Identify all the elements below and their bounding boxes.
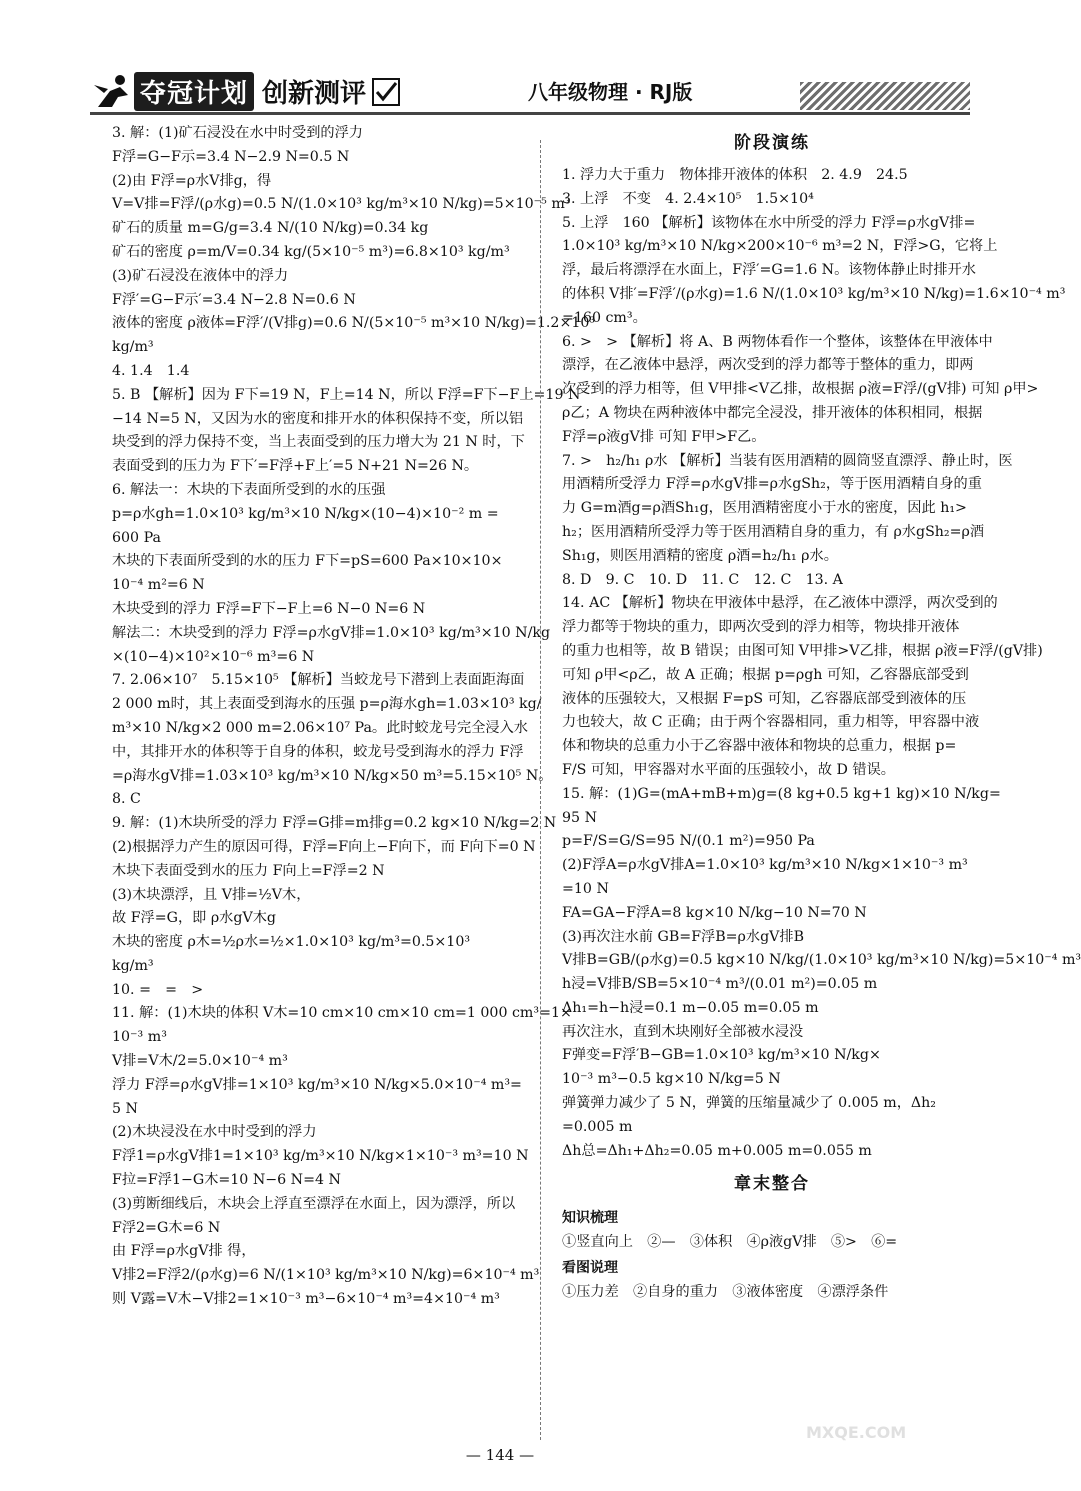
answer-line: F浮=G−F示=3.4 N−2.9 N=0.5 N — [112, 148, 350, 165]
answer-line: 3. 上浮 不变 4. 2.4×10⁵ 1.5×10⁴ — [562, 190, 814, 207]
answer-line: F浮=ρ液gV排 可知 F甲>F乙。 — [562, 428, 766, 445]
answer-line: 9. 解：(1)木块所受的浮力 F浮=G排=m排g=0.2 kg×10 N/kg=2 N — [112, 815, 557, 832]
answer-line: h浸=V排B/SB=5×10⁻⁴ m³/(0.01 m²)=0.05 m — [562, 976, 878, 993]
answer-line: 10⁻³ m³ — [112, 1029, 167, 1046]
subsection-knowledge: 知识梳理 — [562, 1210, 618, 1227]
answer-line: 用酒精所受浮力 F浮=ρ水gV排=ρ水gSh₂，等于医用酒精自身的重 — [562, 476, 982, 493]
answer-line: 力也较大，故 C 正确；由于两个容器相同，重力相等，甲容器中液 — [562, 714, 980, 731]
answer-line: 6. > > 【解析】将 A、B 两物体看作一个整体，该整体在甲液体中 — [562, 333, 993, 350]
answer-line: 2 000 m时，其上表面受到海水的压强 p=ρ海水gh=1.03×10³ kg/ — [112, 696, 542, 713]
answer-line: F浮1=ρ水gV排1=1×10³ kg/m³×10 N/kg×1×10⁻³ m³=10 N — [112, 1148, 529, 1165]
answer-line: 矿石的密度 ρ=m/V=0.34 kg/(5×10⁻⁵ m³)=6.8×10³ kg/m³ — [112, 243, 510, 260]
brand-subtitle: 创新测评 — [262, 79, 367, 109]
answer-line: 10⁻⁴ m²=6 N — [112, 577, 205, 594]
answer-line: F弹变=F浮′B−GB=1.0×10³ kg/m³×10 N/kg× — [562, 1047, 881, 1064]
answer-line: (2)由 F浮=ρ水V排g，得 — [112, 172, 272, 189]
answer-line: 体和物块的总重力小于乙容器中液体和物块的总重力，根据 p= — [562, 738, 957, 755]
answer-line: Δh₁=h−h浸=0.1 m−0.05 m=0.05 m — [562, 999, 819, 1016]
answer-line: 5 N — [112, 1100, 138, 1117]
answer-line: 中，其排开水的体积等于自身的体积，蛟龙号受到海水的浮力 F浮 — [112, 743, 524, 760]
answer-line: 14. AC 【解析】物块在甲液体中悬浮，在乙液体中漂浮，两次受到的 — [562, 595, 998, 612]
answer-line: =0.005 m — [562, 1118, 633, 1135]
answer-line: 次受到的浮力相等，但 V甲排<V乙排，故根据 ρ液=F浮/(gV排) 可知 ρ甲> — [562, 381, 1039, 398]
page-header — [0, 0, 1000, 118]
knowledge-answers: ①竖直向上 ②— ③体积 ④ρ液gV排 ⑤> ⑥= — [562, 1234, 898, 1251]
answer-line: ×(10−4)×10²×10⁻⁶ m³=6 N — [112, 648, 315, 665]
answer-line: =10 N — [562, 880, 609, 897]
answer-line: 木块的密度 ρ木=½ρ水=½×1.0×10³ kg/m³=0.5×10³ — [112, 934, 471, 951]
answer-line: 表面受到的压力为 F下′=F浮+F上′=5 N+21 N=26 N。 — [112, 458, 479, 475]
answer-line: 漂浮，在乙液体中悬浮，两次受到的浮力都等于整体的重力，即两 — [562, 357, 974, 374]
grade-label: 八年级物理 · RJ版 — [528, 80, 693, 104]
answer-line: F/S 可知，甲容器对水平面的压强较小，故 D 错误。 — [562, 761, 895, 778]
answer-line: 液体的压强较大，又根据 F=pS 可知，乙容器底部受到液体的压 — [562, 690, 967, 707]
answer-line: 则 V露=V木−V排2=1×10⁻³ m³−6×10⁻⁴ m³=4×10⁻⁴ m³ — [112, 1291, 500, 1308]
runner-icon — [90, 73, 134, 111]
subsection-picture: 看图说理 — [562, 1260, 618, 1277]
answer-line: 浮力 F浮=ρ水gV排=1×10³ kg/m³×10 N/kg×5.0×10⁻⁴ m³= — [112, 1076, 522, 1093]
answer-line: 7. 2.06×10⁷ 5.15×10⁵ 【解析】当蛟龙号下潜到上表面距海面 — [112, 672, 525, 689]
answer-line: 木块受到的浮力 F浮=F下−F上=6 N−0 N=6 N — [112, 600, 426, 617]
answer-line: p=ρ水gh=1.0×10³ kg/m³×10 N/kg×(10−4)×10⁻² m = — [112, 505, 499, 522]
answer-line: 11. 解：(1)木块的体积 V木=10 cm×10 cm×10 cm=1 000 cm³=1× — [112, 1005, 572, 1022]
answer-line: 弹簧弹力减少了 5 N，弹簧的压缩量减少了 0.005 m，Δh₂ — [562, 1095, 936, 1112]
answer-line: p=F/S=G/S=95 N/(0.1 m²)=950 Pa — [562, 833, 815, 850]
answer-line: (2)木块浸没在水中时受到的浮力 — [112, 1124, 317, 1141]
answer-line: 10⁻³ m³−0.5 kg×10 N/kg=5 N — [562, 1071, 781, 1088]
section-title-chapter-summary: 章末整合 — [734, 1174, 810, 1195]
check-icon — [372, 78, 400, 106]
brand-name: 夺冠计划 — [134, 72, 254, 111]
answer-line: (3)矿石浸没在液体中的浮力 — [112, 267, 289, 284]
brand-logo — [90, 72, 400, 111]
answer-line: =ρ海水gV排=1.03×10³ kg/m³×10 N/kg×50 m³=5.15×10⁵ N。 — [112, 767, 553, 784]
answer-line: F浮2=G木=6 N — [112, 1219, 221, 1236]
answer-line: 6. 解法一：木块的下表面所受到的水的压强 — [112, 481, 386, 498]
answer-line: 7. > h₂/h₁ ρ水 【解析】当装有医用酒精的圆筒竖直漂浮、静止时，医 — [562, 452, 1013, 469]
header-hatch-decoration — [800, 82, 970, 110]
answer-line: 块受到的浮力保持不变，当上表面受到的压力增大为 21 N 时，下 — [112, 434, 525, 451]
answer-line: 力 G=m酒g=ρ酒Sh₁g，医用酒精密度小于水的密度，因此 h₁> — [562, 500, 967, 517]
answer-line: =160 cm³。 — [562, 309, 647, 326]
right-column — [562, 122, 1081, 1305]
answer-line: (3)剪断细线后，木块会上浮直至漂浮在水面上，因为漂浮，所以 — [112, 1195, 516, 1212]
answer-line: ρ乙；A 物块在两种液体中都完全浸没，排开液体的体积相同，根据 — [562, 404, 983, 421]
answer-line: Δh总=Δh₁+Δh₂=0.05 m+0.005 m=0.055 m — [562, 1142, 872, 1159]
answer-line: 由 F浮=ρ水gV排 得， — [112, 1243, 256, 1260]
answer-line: 解法二：木块受到的浮力 F浮=ρ水gV排=1.0×10³ kg/m³×10 N/kg — [112, 624, 551, 641]
answer-line: (2)F浮A=ρ水gV排A=1.0×10³ kg/m³×10 N/kg×1×10⁻³ m³ — [562, 857, 968, 874]
answer-line: 木块下表面受到水的压力 F向上=F浮=2 N — [112, 862, 385, 879]
answer-line: 95 N — [562, 809, 597, 826]
answer-line: V排B=GB/(ρ水g)=0.5 kg×10 N/kg/(1.0×10³ kg/m³×10 N/kg)=5×10⁻⁴ m³ — [562, 952, 1081, 969]
answer-line: 浮，最后将漂浮在水面上，F浮′=G=1.6 N。该物体静止时排开水 — [562, 262, 976, 279]
watermark-text: MXQE.COM — [806, 1423, 907, 1442]
answer-line: F拉=F浮1−G木=10 N−6 N=4 N — [112, 1172, 341, 1189]
answer-line: Sh₁g，则医用酒精的密度 ρ酒=h₂/h₁ ρ水。 — [562, 547, 838, 564]
answer-line: 故 F浮=G，即 ρ水gV木g — [112, 910, 276, 927]
answer-line: −14 N=5 N，又因为水的密度和排开水的体积保持不变，所以铝 — [112, 410, 524, 427]
answer-line: 5. B 【解析】因为 F下=19 N，F上=14 N，所以 F浮=F下−F上=19 N — [112, 386, 581, 403]
answer-line: 1.0×10³ kg/m³×10 N/kg×200×10⁻⁶ m³=2 N，F浮>G，它将上 — [562, 238, 998, 255]
answer-line: 3. 解：(1)矿石浸没在水中时受到的浮力 — [112, 125, 363, 141]
picture-answers: ①压力差 ②自身的重力 ③液体密度 ④漂浮条件 — [562, 1284, 889, 1301]
answer-line: 15. 解：(1)G=(mA+mB+m)g=(8 kg+0.5 kg+1 kg)×10 N/kg= — [562, 785, 1001, 802]
answer-line: h₂；医用酒精所受浮力等于医用酒精自身的重力，有 ρ水gSh₂=ρ酒 — [562, 523, 985, 540]
answer-line: kg/m³ — [112, 339, 154, 356]
answer-line: 8. C — [112, 791, 141, 808]
answer-line: V排2=F浮2/(ρ水g)=6 N/(1×10³ kg/m³×10 N/kg)=6×10⁻⁴ m³ — [112, 1267, 540, 1284]
answer-line: V排=V木/2=5.0×10⁻⁴ m³ — [112, 1053, 288, 1070]
answer-line: (3)再次注水前 GB=F浮B=ρ水gV排B — [562, 928, 805, 945]
page-number: — 144 — — [465, 1446, 535, 1464]
answer-line: kg/m³ — [112, 957, 154, 974]
column-divider — [540, 140, 541, 1440]
answer-line: 600 Pa — [112, 529, 161, 546]
watermark-logo — [806, 1423, 976, 1485]
answer-line: 10. = = > — [112, 981, 204, 998]
answer-line: 浮力都等于物块的重力，即两次受到的浮力相等，物块排开液体 — [562, 619, 960, 636]
stage-practice-answers — [562, 164, 1081, 1163]
header-rule — [90, 112, 970, 115]
answer-line: 的重力也相等，故 B 错误；由图可知 V甲排>V乙排，根据 ρ液=F浮/(gV排) — [562, 642, 1043, 659]
answer-line: 4. 1.4 1.4 — [112, 362, 190, 379]
answer-line: 5. 上浮 160 【解析】该物体在水中所受的浮力 F浮=ρ水gV排= — [562, 214, 976, 231]
answer-line: m³×10 N/kg×2 000 m=2.06×10⁷ Pa。此时蛟龙号完全浸入水 — [112, 719, 528, 736]
answer-line: 可知 ρ甲<ρ乙，故 A 正确；根据 p=ρgh 可知，乙容器底部受到 — [562, 666, 969, 683]
answer-line: 8. D 9. C 10. D 11. C 12. C 13. A — [562, 571, 843, 588]
section-title-stage-practice: 阶段演练 — [734, 133, 810, 153]
answer-line: FA=GA−F浮A=8 kg×10 N/kg−10 N=70 N — [562, 904, 867, 921]
answer-line: V=V排=F浮/(ρ水g)=0.5 N/(1.0×10³ kg/m³×10 N/kg)=5×10⁻⁵ m³ — [112, 196, 571, 213]
answer-line: (2)根据浮力产生的原因可得，F浮=F向上−F向下，而 F向下=0 N — [112, 838, 536, 855]
answer-line: 1. 浮力大于重力 物体排开液体的体积 2. 4.9 24.5 — [562, 167, 908, 183]
answer-line: F浮′=G−F示′=3.4 N−2.8 N=0.6 N — [112, 291, 356, 308]
answer-line: 矿石的质量 m=G/g=3.4 N/(10 N/kg)=0.34 kg — [112, 220, 429, 237]
answer-line: 再次注水，直到木块刚好全部被水浸没 — [562, 1023, 804, 1040]
answer-line: (3)木块漂浮，且 V排=½V木， — [112, 886, 311, 903]
answer-line: 的体积 V排′=F浮′/(ρ水g)=1.6 N/(1.0×10³ kg/m³×10 N/kg)=1.6×10⁻⁴ m³ — [562, 285, 1066, 302]
answer-line: 液体的密度 ρ液体=F浮′/(V排g)=0.6 N/(5×10⁻⁵ m³×10 N/kg)=1.2×10³ — [112, 315, 596, 332]
answer-line: 木块的下表面所受到的水的压力 F下=pS=600 Pa×10×10× — [112, 553, 503, 570]
